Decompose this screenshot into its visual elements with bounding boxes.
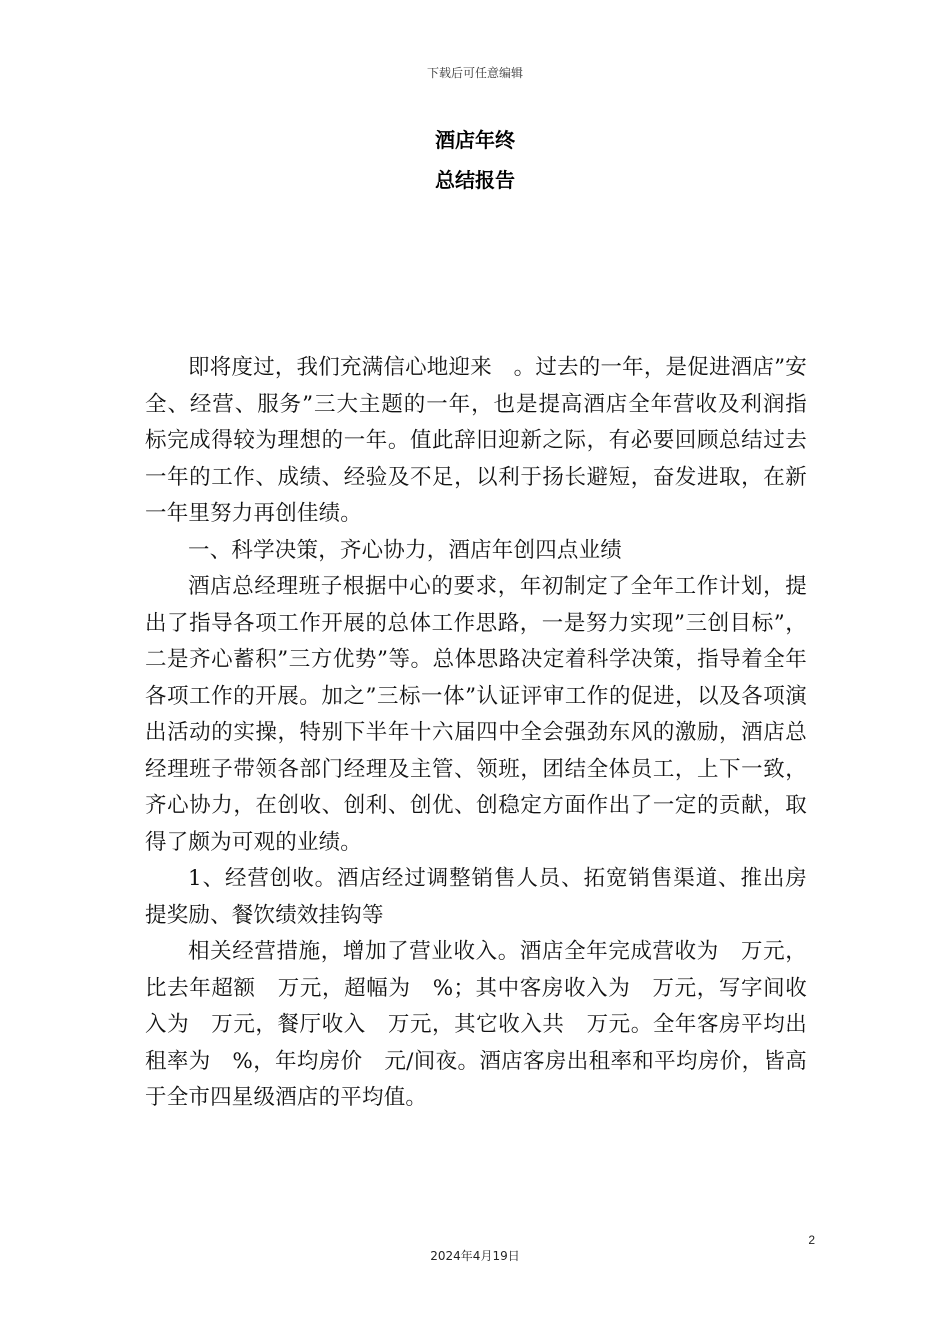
footer-date: 2024年4月19日 — [430, 1249, 520, 1263]
document-title-line-1: 酒店年终 — [435, 128, 515, 152]
header-note: 下载后可任意编辑 — [426, 66, 523, 80]
paragraph-revenue: 相关经营措施，增加了营业收入。酒店全年完成营收为 万元，比去年超额 万元，超幅为 %；其中客房收入为 万元，写字间收入为 万元，餐厅收入 万元，其它收入共 万元。全年客房平均出租率为 %，年均房价 元/间夜。酒店客房出租率和平均房价，皆高于全市四星级酒店的平均值。 — [145, 939, 807, 1110]
section-heading: 一、科学决策，齐心协力，酒店年创四点业绩 — [188, 537, 623, 563]
page-number: 2 — [808, 1233, 815, 1247]
document-title-line-2: 总结报告 — [435, 168, 515, 192]
paragraph-intro: 即将度过，我们充满信心地迎来 。过去的一年，是促进酒店”安全、经营、服务”三大主题的一年，也是提高酒店全年营收及利润指标完成得较为理想的一年。值此辞旧迎新之际，有必要回顾总结过去一年的工作、成绩、经验及不足，以利于扬长避短，奋发进取，在新一年里努力再创佳绩。 — [145, 355, 807, 526]
paragraph-operations: 1、经营创收。酒店经过调整销售人员、拓宽销售渠道、推出房提奖励、餐饮绩效挂钩等 — [145, 866, 807, 928]
document-body — [145, 350, 807, 1117]
paragraph-strategy: 酒店总经理班子根据中心的要求，年初制定了全年工作计划，提出了指导各项工作开展的总体工作思路，一是努力实现”三创目标”，二是齐心蓄积”三方优势”等。总体思路决定着科学决策，指导着全年各项工作的开展。加之”三标一体”认证评审工作的促进，以及各项演出活动的实操，特别下半年十六届四中全会强劲东风的激励，酒店总经理班子带领各部门经理及主管、领班，团结全体员工，上下一致，齐心协力，在创收、创利、创优、创稳定方面作出了一定的贡献，取得了颇为可观的业绩。 — [145, 574, 807, 855]
